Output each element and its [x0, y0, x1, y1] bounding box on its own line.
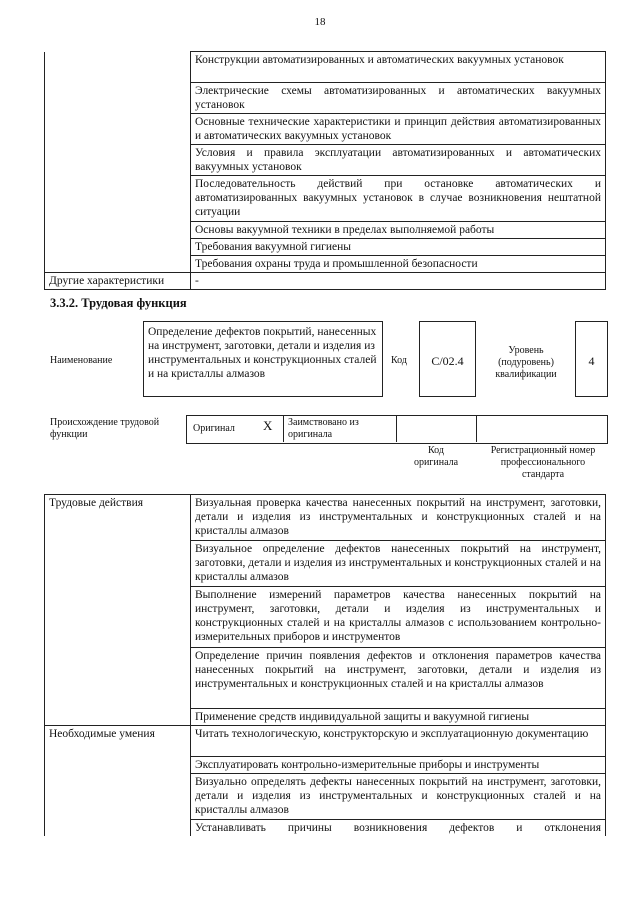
original-mark: X	[263, 418, 273, 433]
skills-label: Необходимые умения	[45, 726, 191, 837]
origin-label: Происхождение трудовой функции	[50, 417, 160, 440]
level-label: Уровень (подуровень) квалификации	[495, 345, 557, 380]
table-label-cell	[45, 222, 191, 239]
level-value: 4	[588, 354, 595, 368]
knowledge-table	[44, 51, 606, 290]
table-label-cell	[45, 52, 191, 83]
borrowed-label: Заимствовано из оригинала	[288, 417, 359, 440]
table-cell: Основы вакуумной техники в пределах выполняемой работы	[191, 222, 606, 239]
labor-action: Визуальная проверка качества нанесенных покрытий на инструмент, заготовки, детали и изделия из инструментальных и конструкционных сталей и на кристаллы алмазов	[191, 495, 606, 541]
origin-divider	[396, 415, 397, 442]
table-cell: Последовательность действий при остановке автоматических и автоматизированных вакуумных установок в случае возникновения нештатной ситуации	[191, 176, 606, 222]
table-cell: -	[191, 273, 606, 290]
table-label-cell	[45, 239, 191, 256]
table-cell: Основные технические характеристики и принцип действия автоматизированных и автоматических вакуумных установок	[191, 114, 606, 145]
labor-action: Визуальное определение дефектов нанесенных покрытий на инструмент, заготовки, детали и изделия из инструментальных и конструкционных сталей и на кристаллы алмазов	[191, 541, 606, 587]
table-cell: Требования вакуумной гигиены	[191, 239, 606, 256]
level-box	[575, 321, 608, 397]
table-label-cell	[45, 145, 191, 176]
origin-divider	[476, 415, 477, 442]
code-value: C/02.4	[431, 354, 464, 368]
section-heading: 3.3.2. Трудовая функция	[50, 296, 187, 310]
table-label-cell	[45, 256, 191, 273]
skill-item: Читать технологическую, конструкторскую и эксплуатационную документацию	[191, 726, 606, 757]
function-name: Определение дефектов покрытий, нанесенных на инструмент, заготовки, детали и изделия из инструментальных и конструкционных сталей и на кристаллы алмазов	[148, 326, 377, 380]
labor-actions-label: Трудовые действия	[45, 495, 191, 726]
origin-divider	[283, 415, 284, 442]
code-box	[419, 321, 476, 397]
labor-action: Выполнение измерений параметров качества нанесенных покрытий на инструмент, заготовки, детали и изделия из инструментальных и конструкционных сталей и на кристаллы алмазов с использованием контрольно-измерительных приборов и инструментов	[191, 587, 606, 648]
table-label-cell	[45, 83, 191, 114]
labor-function-table	[44, 494, 606, 836]
table-cell: Требования охраны труда и промышленной безопасности	[191, 256, 606, 273]
page-number: 18	[314, 16, 326, 28]
skill-item: Визуально определять дефекты нанесенных покрытий на инструмент, заготовки, детали и изделия из инструментальных и конструкционных сталей и на кристаллы алмазов	[191, 774, 606, 820]
code-label: Код	[391, 355, 407, 366]
origin-code-label: Код оригинала	[413, 445, 459, 468]
original-label: Оригинал	[193, 423, 235, 434]
skill-item: Эксплуатировать контрольно-измерительные приборы и инструменты	[191, 757, 606, 774]
table-label-cell	[45, 176, 191, 222]
table-cell: Условия и правила эксплуатации автоматизированных и автоматических вакуумных установок	[191, 145, 606, 176]
table-cell: Электрические схемы автоматизированных и автоматических вакуумных установок	[191, 83, 606, 114]
table-cell: Конструкции автоматизированных и автоматических вакуумных установок	[191, 52, 606, 83]
table-label-cell	[45, 114, 191, 145]
name-box	[143, 321, 383, 397]
origin-row	[186, 415, 608, 444]
table-label-cell: Другие характеристики	[45, 273, 191, 290]
labor-action: Применение средств индивидуальной защиты и вакуумной гигиены	[191, 709, 606, 726]
labor-action: Определение причин появления дефектов и отклонения параметров качества нанесенных покрытий на инструмент, заготовки, детали и изделия из инструментальных и конструкционных сталей и на кристаллы алмазов	[191, 648, 606, 709]
skill-item: Устанавливать причины возникновения дефектов и отклонения	[191, 820, 606, 837]
reg-number-label: Регистрационный номер профессионального стандарта	[490, 445, 596, 480]
name-label: Наименование	[50, 355, 113, 366]
